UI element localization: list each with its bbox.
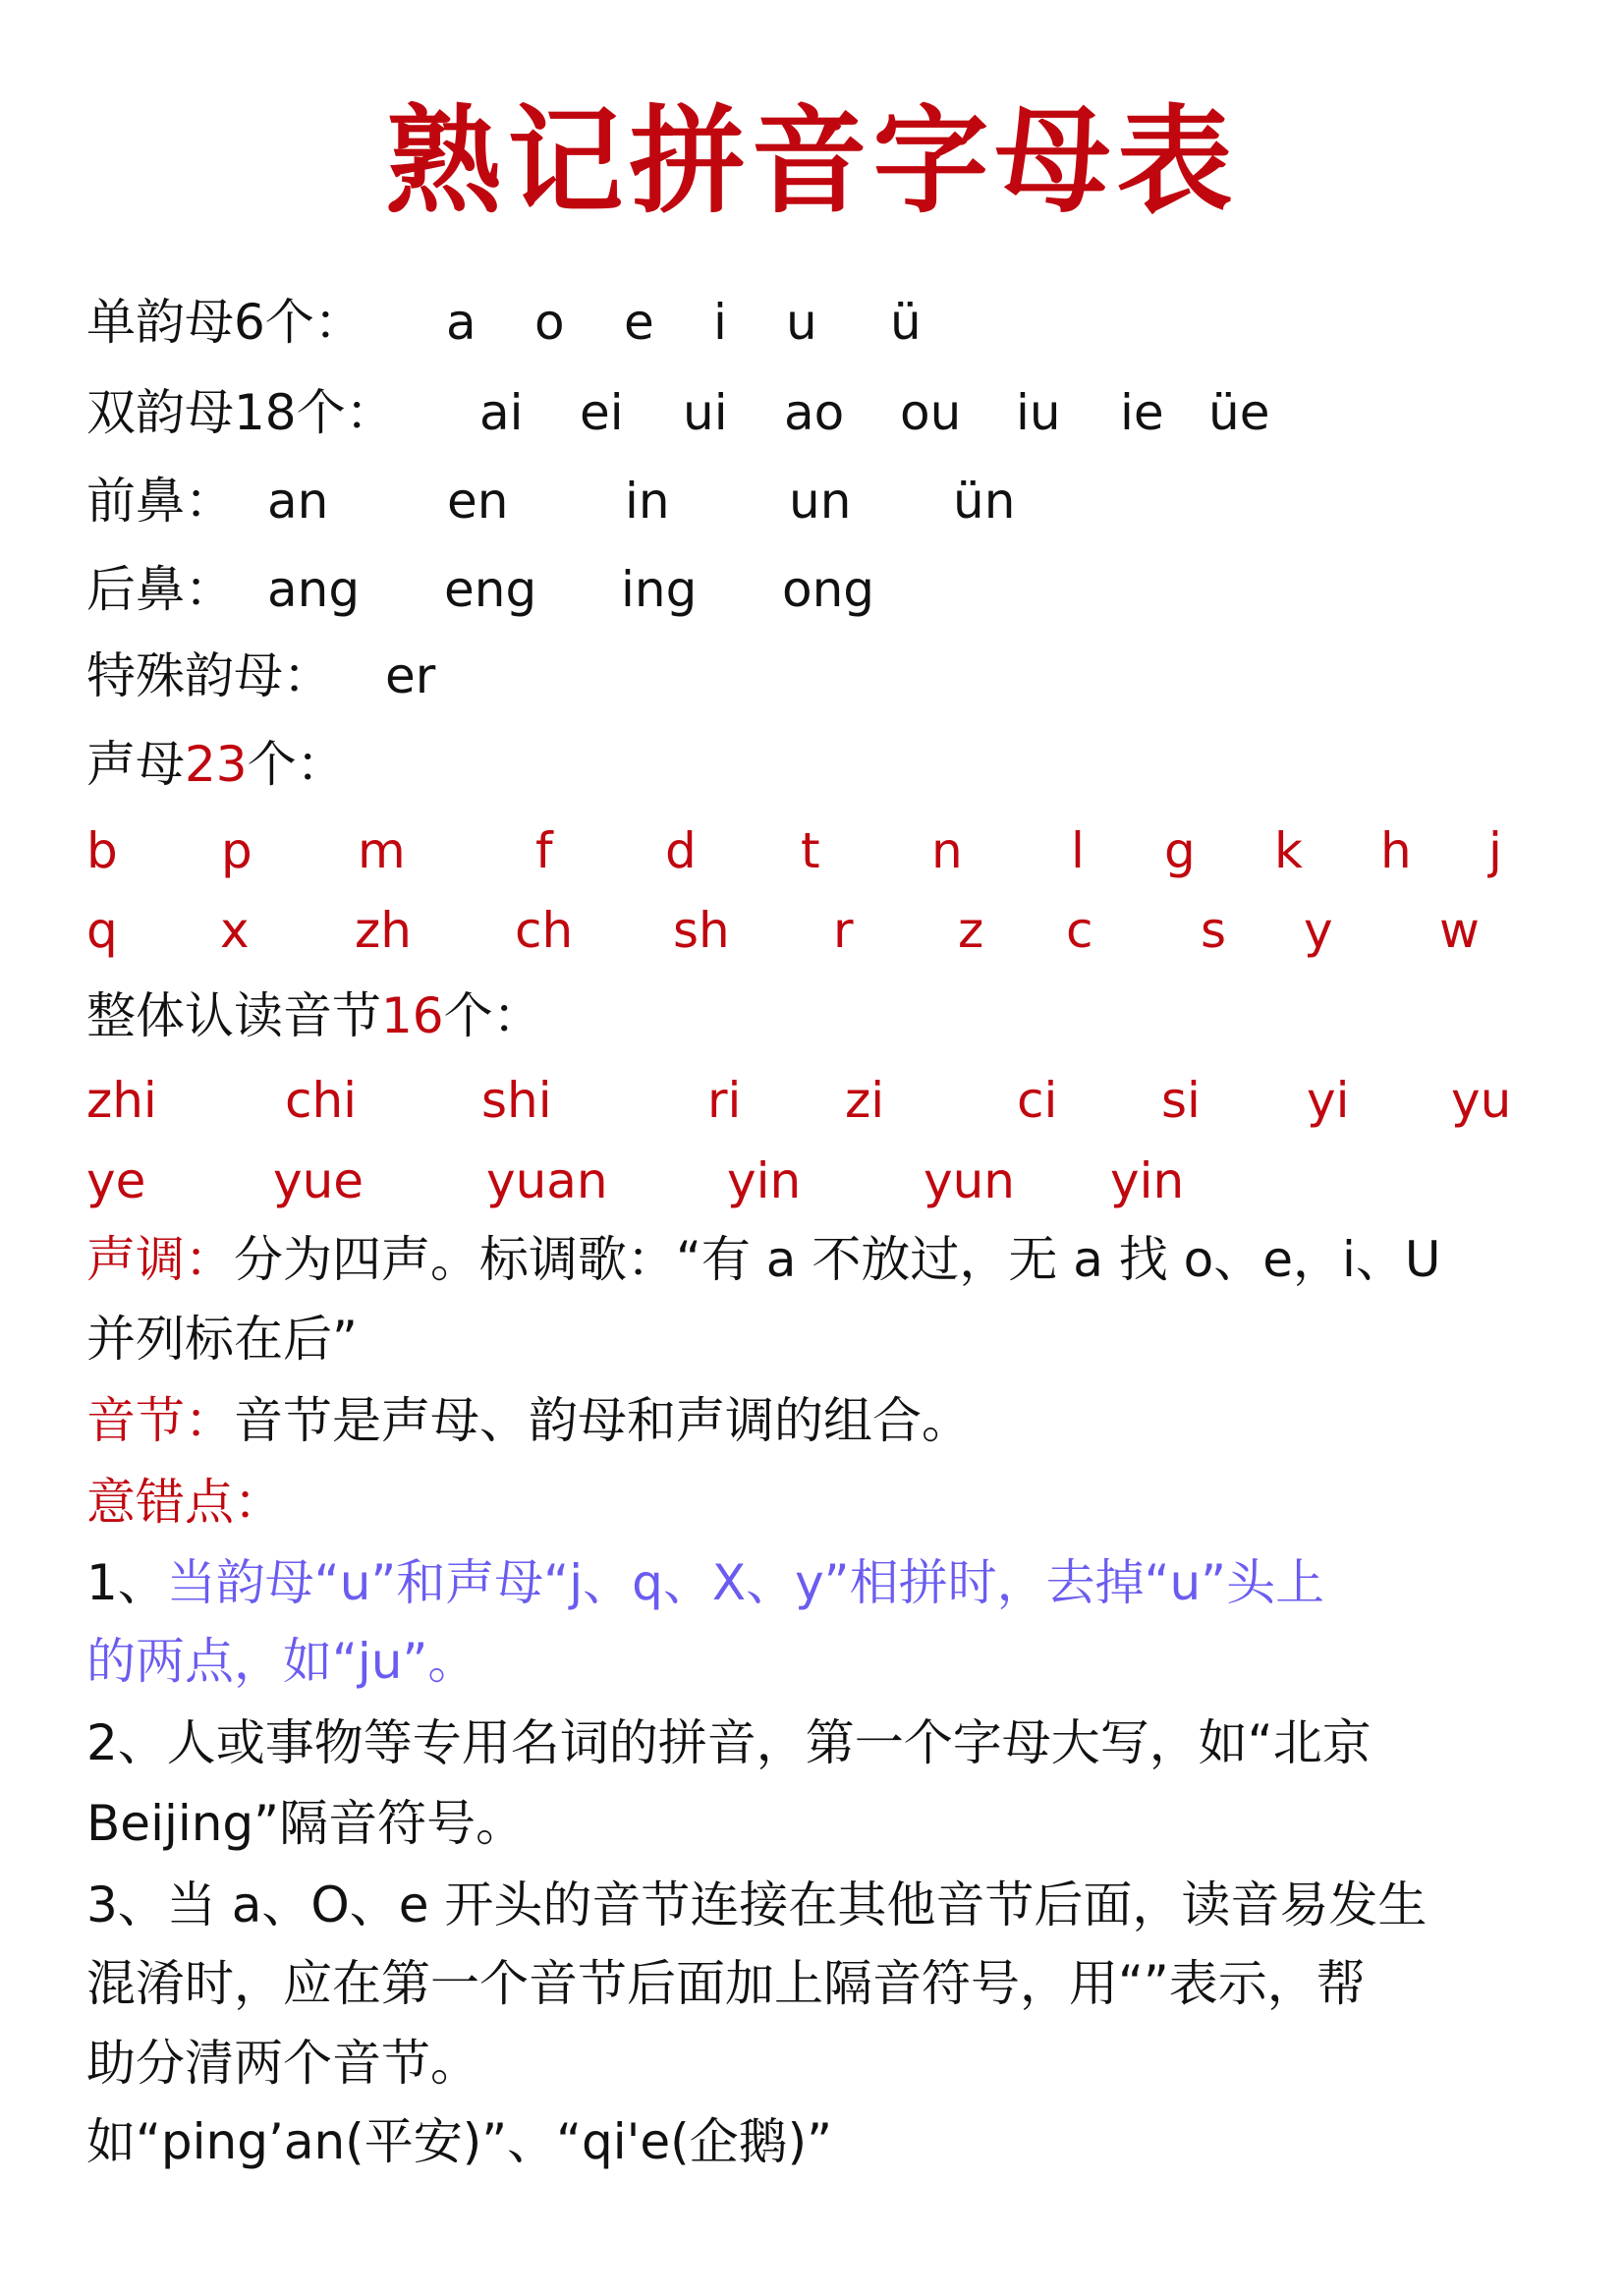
final-item: u (786, 294, 817, 351)
initials-label: 声母 (86, 736, 185, 793)
syllable-item: ci (1017, 1072, 1058, 1129)
mistake-3-line-4: 如“ping’an(平安)”、“qi'e(企鹅)” (86, 2113, 833, 2170)
initial-item: s (1201, 902, 1227, 959)
initial-item: b (86, 822, 118, 879)
syllable-item: yue (273, 1152, 364, 1209)
initials-heading (86, 725, 346, 804)
whole-syllables-label: 整体认读音节 (86, 987, 381, 1044)
initial-item: zh (355, 902, 412, 959)
initial-item: g (1164, 822, 1196, 879)
tones-label: 声调： (86, 1231, 234, 1288)
syllable-item: ye (86, 1152, 146, 1209)
initial-item: f (535, 822, 553, 879)
initial-item: j (1488, 822, 1502, 879)
whole-syllables-heading (86, 977, 542, 1055)
syllable-item: yi (1307, 1072, 1350, 1129)
final-item: an (267, 473, 329, 530)
initials-count: 23 (185, 736, 248, 793)
syllable-item: zi (845, 1072, 885, 1129)
initial-item: r (833, 902, 854, 959)
whole-syllables-label-suffix: 个： (443, 987, 542, 1044)
syllable-label: 音节： (86, 1392, 234, 1449)
initial-item: q (86, 902, 118, 959)
syllable-item: yin (1110, 1152, 1185, 1209)
mistakes-heading: 意错点： (86, 1474, 283, 1531)
final-item: iu (1016, 384, 1061, 441)
syllable-text: 音节是声母、韵母和声调的组合。 (234, 1392, 971, 1449)
final-item: en (447, 473, 509, 530)
initial-item: z (958, 902, 984, 959)
mistake-1-line-2: 的两点，如“ju”。 (86, 1633, 477, 1690)
initial-item: m (358, 822, 406, 879)
final-item: üe (1208, 384, 1270, 441)
final-item: ü (890, 294, 922, 351)
page-title: 熟记拼音字母表 (385, 92, 1239, 229)
final-item: ing (621, 561, 698, 618)
final-item: ei (580, 384, 624, 441)
special-final-label: 特殊韵母： (86, 647, 332, 704)
back-nasal-label: 后鼻： (86, 561, 234, 618)
double-finals-label: 双韵母18个： (86, 384, 395, 441)
initials-label-suffix: 个： (247, 736, 346, 793)
syllable-item: ri (707, 1072, 742, 1129)
syllable-item: yun (924, 1152, 1015, 1209)
final-item: ün (953, 473, 1016, 530)
final-item: er (385, 647, 436, 704)
single-finals-label: 单韵母6个： (86, 294, 364, 351)
final-item: a (446, 294, 476, 351)
mistake-1-number: 1、 (86, 1554, 167, 1611)
initial-item: x (220, 902, 250, 959)
tones-text: 分为四声。标调歌：“有 a 不放过，无 a 找 o、e，i、U (234, 1231, 1441, 1288)
initial-item: sh (673, 902, 730, 959)
final-item: ui (683, 384, 728, 441)
initial-item: y (1304, 902, 1333, 959)
mistake-2-line-1: 2、人或事物等专用名词的拼音，第一个字母大写，如“北京 (86, 1714, 1372, 1771)
final-item: ang (267, 561, 361, 618)
front-nasal-label: 前鼻： (86, 473, 234, 530)
initial-item: c (1066, 902, 1093, 959)
final-item: un (789, 473, 852, 530)
initial-item: d (665, 822, 697, 879)
mistake-3-line-3: 助分清两个音节。 (86, 2035, 479, 2092)
final-item: ao (784, 384, 845, 441)
mistake-3-line-2: 混淆时，应在第一个音节后面加上隔音符号，用“”表示，帮 (86, 1955, 1366, 2012)
tones-line-2: 并列标在后” (86, 1311, 358, 1368)
final-item: e (624, 294, 654, 351)
syllable-item: chi (285, 1072, 358, 1129)
syllable-definition (86, 1381, 971, 1460)
final-item: ie (1120, 384, 1164, 441)
syllable-item: yu (1451, 1072, 1512, 1129)
tones-line-1 (86, 1220, 1441, 1299)
mistake-1-line-1 (86, 1543, 1324, 1622)
whole-syllables-count: 16 (381, 987, 444, 1044)
initial-item: t (801, 822, 820, 879)
final-item: ai (479, 384, 524, 441)
initial-item: ch (515, 902, 574, 959)
final-item: o (534, 294, 565, 351)
syllable-item: shi (481, 1072, 552, 1129)
initial-item: p (221, 822, 252, 879)
final-item: ou (900, 384, 962, 441)
final-item: eng (444, 561, 537, 618)
mistake-1-text: 当韵母“u”和声母“j、q、X、y”相拼时，去掉“u”头上 (166, 1554, 1325, 1611)
mistake-3-line-1: 3、当 a、O、e 开头的音节连接在其他音节后面，读音易发生 (86, 1876, 1428, 1933)
initial-item: k (1274, 822, 1303, 879)
initial-item: n (931, 822, 963, 879)
initial-item: h (1380, 822, 1412, 879)
final-item: in (625, 473, 670, 530)
final-item: i (713, 294, 727, 351)
syllable-item: si (1161, 1072, 1201, 1129)
syllable-item: yuan (486, 1152, 608, 1209)
syllable-item: zhi (86, 1072, 157, 1129)
initial-item: l (1071, 822, 1085, 879)
syllable-item: yin (727, 1152, 802, 1209)
final-item: ong (782, 561, 875, 618)
mistake-2-line-2: Beijing”隔音符号。 (86, 1795, 526, 1852)
initial-item: w (1439, 902, 1480, 959)
